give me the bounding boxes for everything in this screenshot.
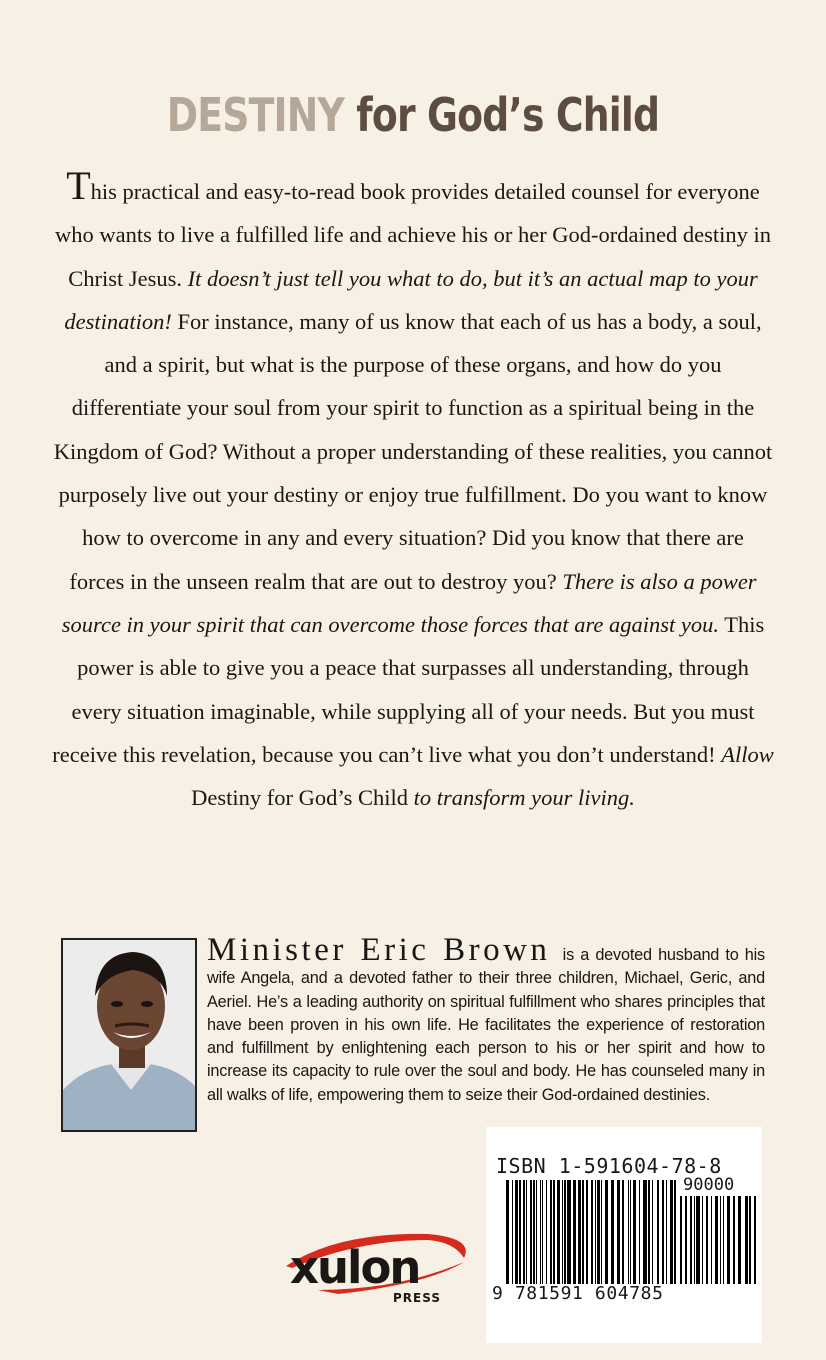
- barcode-bar: [662, 1180, 664, 1284]
- barcode-bar: [519, 1180, 521, 1284]
- barcode-bar: [515, 1180, 518, 1284]
- barcode-bar: [567, 1180, 571, 1284]
- barcode-bar: [745, 1196, 748, 1284]
- author-bio: [207, 934, 765, 1107]
- author-photo: [61, 938, 197, 1132]
- barcode-bar: [573, 1180, 576, 1284]
- book-description: [52, 163, 774, 819]
- barcode-bar: [530, 1180, 532, 1284]
- barcode-bar: [727, 1196, 730, 1284]
- barcode-bar: [720, 1196, 721, 1284]
- blurb-seg-4: This power is able to give you a peace that surpasses all understanding, through every situation imaginable, while supplying all of your needs. But you must receive this revelation, because you can’t live what you don’t understand!: [52, 611, 765, 767]
- barcode-bar: [586, 1180, 588, 1284]
- barcode-bar: [648, 1180, 650, 1284]
- barcode-addon-icon: [680, 1196, 756, 1284]
- isbn-text: ISBN 1-591604-78-8: [496, 1154, 722, 1178]
- barcode-bar: [666, 1180, 667, 1284]
- barcode-bar: [546, 1180, 547, 1284]
- barcode-bar: [506, 1180, 509, 1284]
- barcode-bar: [550, 1180, 552, 1284]
- author-portrait-image: [63, 940, 197, 1132]
- barcode-bar: [754, 1196, 756, 1284]
- barcode-bar: [674, 1180, 676, 1284]
- blurb-seg-7: to transform your living.: [413, 785, 635, 811]
- blurb-seg-6: Destiny for God’s Child: [191, 785, 414, 811]
- barcode-bar: [617, 1180, 620, 1284]
- author-name: Minister Eric Brown: [207, 932, 551, 968]
- barcode-bar: [696, 1196, 700, 1284]
- barcode-bar: [715, 1196, 718, 1284]
- barcode-bar: [749, 1196, 751, 1284]
- barcode-bar: [591, 1180, 593, 1284]
- barcode-bar: [536, 1180, 537, 1284]
- barcode-bar: [595, 1180, 596, 1284]
- barcode-bar: [523, 1180, 525, 1284]
- barcode-bar: [680, 1196, 682, 1284]
- author-bio-text: is a devoted husband to his wife Angela, and a devoted father to their three children, Michael, Geric, and Aeriel. He’s a leading authority on spiritual fulfillment who shares principles that have been proven in his own life. He facilitates the experience of restoration and fulfillment by enlightening each person to his or her spirit and how to increase its capacity to rule over the soul and body. He has counseled many in all walks of life, empowering them to seize their God-ordained destinies.: [207, 946, 765, 1104]
- barcode-bar: [706, 1196, 708, 1284]
- publisher-logo: xulon: [290, 1241, 420, 1294]
- blurb-seg-2: For instance, many of us know that each of us has a body, a soul, and a spirit, but what is the purpose of these organs, and how do you differentiate your soul from your spirit to function as a spiritual being in the Kingdom of God? Without a proper understanding of these realities, you cannot purposely live out your destiny or enjoy true fulfillment. Do you want to know how to overcome in any and every situation? Did you know that there are forces in the unseen realm that are out to destroy you?: [53, 308, 773, 594]
- publisher-sub: PRESS: [393, 1291, 441, 1305]
- barcode-bar: [557, 1180, 560, 1284]
- barcode-bar: [605, 1180, 608, 1284]
- barcode-bar: [685, 1196, 687, 1284]
- barcode-bar: [639, 1180, 640, 1284]
- barcode-bar: [562, 1180, 563, 1284]
- barcode-bar: [702, 1196, 703, 1284]
- barcode-bar: [578, 1180, 581, 1284]
- ean-digits: 9 781591 604785: [492, 1283, 664, 1304]
- barcode-bar: [738, 1196, 741, 1284]
- barcode-bar: [711, 1196, 712, 1284]
- barcode-bar: [643, 1180, 647, 1284]
- barcode-bar: [723, 1196, 724, 1284]
- barcode-main-icon: [506, 1180, 676, 1284]
- blurb-seg-1: It doesn’t just tell you what to do, but it’s an actual map to your destination!: [64, 265, 758, 334]
- barcode-bar: [630, 1180, 631, 1284]
- drop-cap: T: [66, 163, 91, 208]
- barcode-bar: [670, 1180, 673, 1284]
- blurb-seg-5: Allow: [721, 741, 774, 767]
- barcode-bar: [526, 1180, 527, 1284]
- title-rest: for God’s Child: [356, 88, 660, 142]
- barcode-bar: [690, 1196, 692, 1284]
- title-destiny: DESTINY: [166, 88, 344, 142]
- barcode-bar: [652, 1180, 653, 1284]
- barcode-bar: [597, 1180, 600, 1284]
- blurb-seg-3: There is also a power source in your spirit that can overcome those forces that are against you.: [61, 568, 757, 637]
- barcode-bar: [542, 1180, 543, 1284]
- barcode-bar: [733, 1196, 735, 1284]
- barcode-bar: [657, 1180, 659, 1284]
- barcode-bar: [540, 1180, 541, 1284]
- barcode-bar: [533, 1180, 535, 1284]
- barcode-bar: [633, 1180, 636, 1284]
- barcode-bar: [512, 1180, 513, 1284]
- price-code: 90000: [683, 1175, 735, 1195]
- barcode-bar: [628, 1180, 629, 1284]
- barcode-bar: [564, 1180, 566, 1284]
- barcode-bar: [694, 1196, 695, 1284]
- barcode-bar: [553, 1180, 555, 1284]
- barcode-bar: [582, 1180, 584, 1284]
- book-title: [74, 88, 751, 142]
- barcode-bar: [611, 1180, 614, 1284]
- blurb-seg-0: his practical and easy-to-read book provides detailed counsel for everyone who wants to live a fulfilled life and achieve his or her God-ordained destiny in Christ Jesus.: [54, 179, 772, 291]
- barcode-bar: [601, 1180, 602, 1284]
- barcode-bar: [622, 1180, 624, 1284]
